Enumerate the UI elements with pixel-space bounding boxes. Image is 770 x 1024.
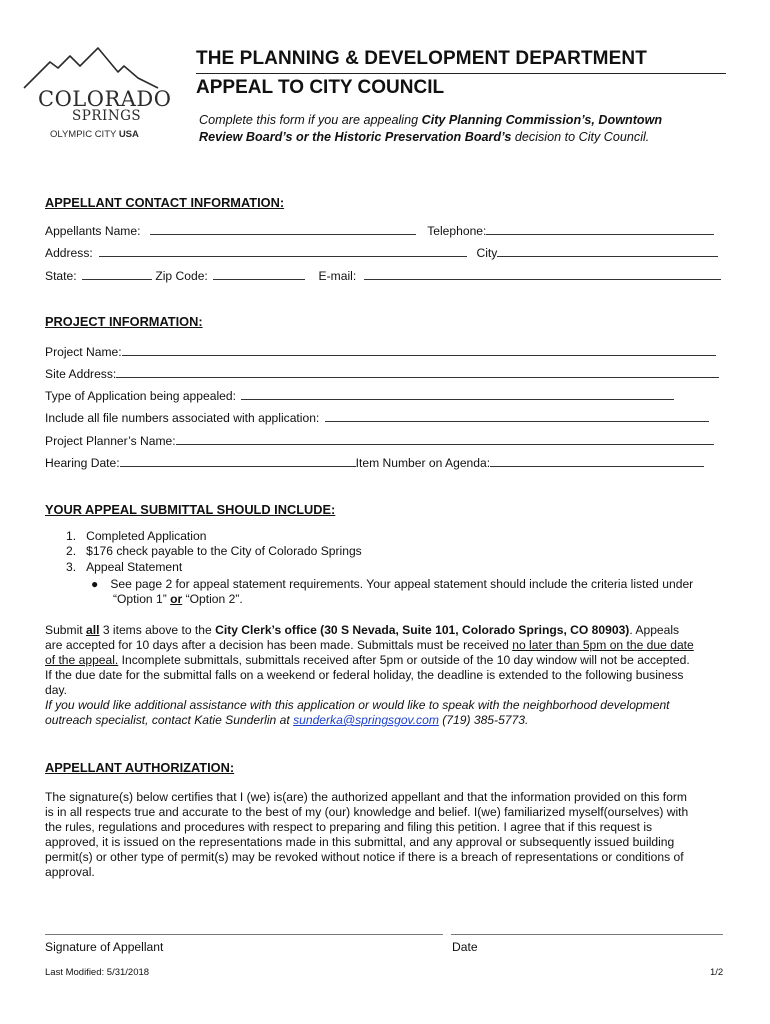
logo-springs: SPRINGS [72, 108, 142, 124]
bullet-item [91, 577, 693, 591]
form-title-line1: THE PLANNING & DEVELOPMENT DEPARTMENT [196, 48, 647, 69]
state-label: State: [45, 269, 77, 283]
project-name-label: Project Name: [45, 345, 122, 359]
list-text: Completed Application [86, 529, 207, 543]
logo-colorado: COLORADO [38, 87, 172, 111]
text-run: outreach specialist, contact Katie Sunderlin at [45, 713, 294, 727]
signature-label: Signature of Appellant [45, 940, 164, 954]
or-emphasis: or [170, 592, 183, 606]
para-line: approval. [45, 865, 95, 879]
planner-name-label: Project Planner’s Name: [45, 434, 176, 448]
text-run: Incomplete submittals, submittals received after 5pm or outside of the 10 day window will not be accepted. [118, 653, 690, 667]
hearing-date-field[interactable] [120, 455, 356, 467]
file-numbers-row [45, 410, 709, 425]
application-type-label: Type of Application being appealed: [45, 389, 236, 403]
para-line [45, 623, 694, 638]
logo-tagline-b: USA [118, 129, 139, 140]
intro-b: City Planning Commission’s, Downtown [421, 113, 663, 127]
project-name-row [45, 344, 716, 359]
list-number: 3. [66, 560, 77, 574]
submittal-section-heading: YOUR APPEAL SUBMITTAL SHOULD INCLUDE: [45, 502, 336, 517]
form-title-line2: APPEAL TO CITY COUNCIL [196, 77, 445, 98]
para-line: permit(s) or other type of permit(s) may be revoked without notice if there is a breach of representations or conditions of [45, 850, 684, 864]
zip-label: Zip Code: [155, 269, 208, 283]
option1-text: “Option 1” [113, 592, 171, 606]
logo-tagline-a: OLYMPIC CITY [50, 129, 119, 140]
bullet-icon: ● [91, 577, 99, 591]
project-name-field[interactable] [122, 344, 716, 356]
deadline-underlined-cont: of the appeal. [45, 653, 119, 667]
file-numbers-label: Include all file numbers associated with application: [45, 411, 320, 425]
intro-text-line1 [199, 113, 662, 127]
signature-field[interactable] [45, 934, 443, 935]
email-label: E-mail: [318, 269, 357, 283]
site-address-field[interactable] [116, 366, 719, 378]
logo-tagline [50, 129, 139, 140]
agenda-item-label: Item Number on Agenda: [355, 456, 491, 470]
para-line: If you would like additional assistance with this application or would like to speak with the neighborhood development [45, 698, 670, 712]
planner-name-field[interactable] [176, 433, 714, 445]
list-item [66, 560, 182, 574]
address-row [45, 245, 718, 260]
application-type-field[interactable] [241, 388, 674, 400]
para-line: approved, it is issued on the representations made in this submittal, and any approval or subsequently issued building [45, 835, 675, 849]
text-run: are accepted for 10 days after a decision has been made. Submittals must be received [45, 638, 513, 652]
text-run: . Appeals [629, 623, 680, 637]
application-type-row [45, 388, 674, 403]
mountains-icon [24, 48, 158, 88]
para-line [45, 653, 694, 668]
para-line: is in all respects true and accurate to the best of my (our) knowledge and belief. I(we) familiarized myself(ourselves) with [45, 805, 689, 819]
clerk-office-address: City Clerk’s office (30 S Nevada, Suite 101, Colorado Springs, CO 80903) [215, 623, 630, 637]
para-line: day. [45, 683, 67, 697]
page-number: 1/2 [710, 967, 724, 978]
state-field[interactable] [82, 268, 152, 280]
option2-text: “Option 2”. [182, 592, 243, 606]
date-field[interactable] [451, 934, 723, 935]
address-label: Address: [45, 246, 93, 260]
para-line: the rules, regulations and procedures with respect to preparing and filing this petition. I agree that if this request is [45, 820, 653, 834]
bullet-text-line1: See page 2 for appeal statement requirements. Your appeal statement should include the criteria listed under [110, 577, 694, 591]
date-label: Date [452, 940, 478, 954]
list-number: 1. [66, 529, 77, 543]
telephone-label: Telephone: [427, 224, 487, 238]
agenda-item-field[interactable] [490, 455, 704, 467]
city-field[interactable] [497, 245, 718, 257]
text-run: 3 items above to the [99, 623, 216, 637]
planner-name-row [45, 433, 714, 448]
para-line: If the due date for the submittal falls on a weekend or federal holiday, the deadline is extended to the following business [45, 668, 684, 682]
all-emphasis: all [86, 623, 100, 637]
email-field[interactable] [364, 268, 721, 280]
email-link[interactable]: sunderka@springsgov.com [293, 713, 439, 727]
list-item [66, 529, 206, 543]
intro-text-line2 [199, 130, 649, 144]
city-label: City [476, 246, 498, 260]
appellant-name-label: Appellants Name: [45, 224, 141, 238]
list-text: $176 check payable to the City of Colorado Springs [86, 544, 362, 558]
authorization-statement [45, 790, 688, 880]
para-line [45, 638, 694, 653]
authorization-section-heading: APPELLANT AUTHORIZATION: [45, 760, 235, 775]
intro-c: Review Board’s or the Historic Preservation Board’s [199, 130, 512, 144]
hearing-date-row [45, 455, 704, 470]
address-field[interactable] [99, 245, 467, 257]
intro-d: decision to City Council. [511, 130, 650, 144]
list-text: Appeal Statement [86, 560, 183, 574]
telephone-field[interactable] [486, 223, 714, 235]
list-item [66, 544, 362, 558]
colorado-springs-logo [20, 42, 180, 142]
submittal-instructions [45, 623, 694, 728]
site-address-label: Site Address: [45, 367, 117, 381]
text-run: (719) 385-5773. [438, 713, 529, 727]
hearing-date-label: Hearing Date: [45, 456, 120, 470]
title-divider [196, 73, 726, 74]
para-line: The signature(s) below certifies that I (we) is(are) the authorized appellant and that the information provided on this form [45, 790, 687, 804]
last-modified: Last Modified: 5/31/2018 [45, 967, 150, 978]
bullet-text-line2 [113, 592, 243, 606]
file-numbers-field[interactable] [325, 410, 709, 422]
site-address-row [45, 366, 719, 381]
project-section-heading: PROJECT INFORMATION: [45, 314, 203, 329]
deadline-underlined: no later than 5pm on the due date [512, 638, 694, 652]
zip-field[interactable] [213, 268, 305, 280]
intro-a: Complete this form if you are appealing [199, 113, 422, 127]
appellant-name-field[interactable] [150, 223, 416, 235]
para-line [45, 713, 694, 728]
contact-section-heading: APPELLANT CONTACT INFORMATION: [45, 195, 285, 210]
appellant-name-row [45, 223, 714, 238]
state-zip-email-row [45, 268, 721, 283]
list-number: 2. [66, 544, 77, 558]
text-run: Submit [45, 623, 86, 637]
